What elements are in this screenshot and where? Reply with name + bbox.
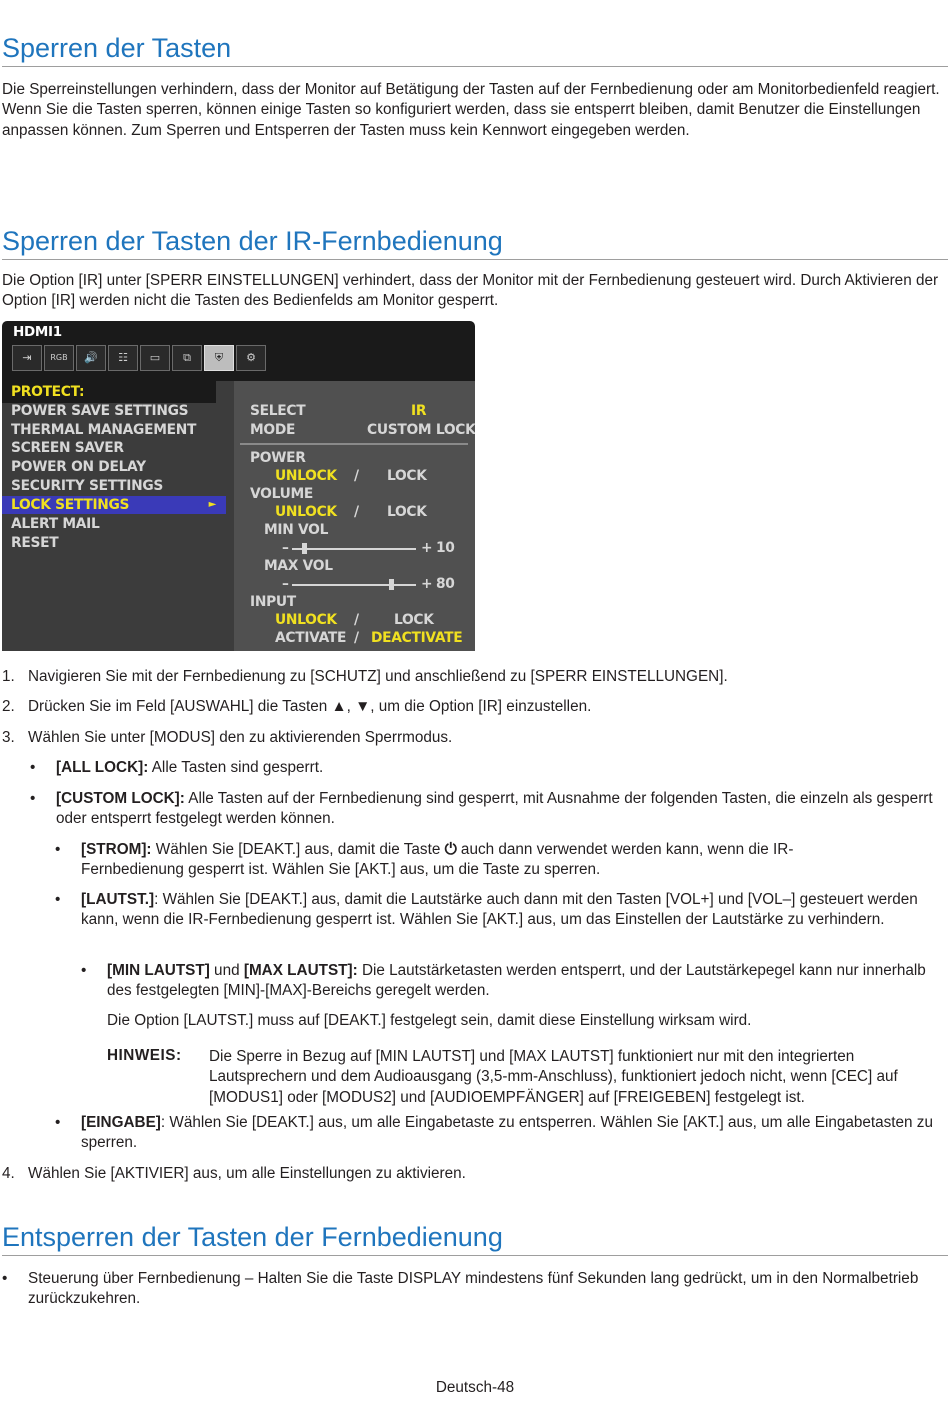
section-title-sperren: Sperren der Tasten: [2, 32, 948, 67]
strom-text-a: Wählen Sie [DEAKT.] aus, damit die Taste: [151, 841, 445, 858]
step-4: [2, 1164, 942, 1184]
all-lock-text: Alle Tasten sind gesperrt.: [148, 759, 324, 776]
osd-menu-item: SECURITY SETTINGS: [11, 478, 163, 494]
osd-power-unlock: UNLOCK: [275, 468, 337, 484]
strom-label: [STROM]:: [81, 841, 152, 858]
lautst-label: [LAUTST.]: [81, 891, 155, 908]
rgb-icon: RGB: [44, 345, 74, 371]
eingabe-label: [EINGABE]: [81, 1114, 161, 1131]
bullet-dot: •: [55, 841, 61, 858]
osd-select-label: SELECT: [250, 403, 306, 419]
osd-icon-bar: [12, 345, 266, 371]
step-text: Navigieren Sie mit der Fernbedienung zu [SCHUTZ] und anschließend zu [SPERR EINSTELLUNGEN].: [28, 668, 728, 685]
strom-text-b: auch dann verwendet werden kann, wenn die IR-Fernbedienung gesperrt ist. Wählen Sie [AKT.] aus, um die Taste zu sperren.: [81, 841, 794, 879]
bullet-dot: •: [2, 1270, 8, 1287]
osd-deactivate: DEACTIVATE: [371, 630, 463, 646]
bullet-strom: [55, 840, 870, 881]
step-number: 2.: [2, 698, 15, 715]
bullet-custom-lock: [30, 789, 948, 830]
osd-menu-item: POWER SAVE SETTINGS: [11, 403, 189, 419]
section-title-ir: Sperren der Tasten der IR-Fernbedienung: [2, 225, 948, 260]
osd-menu-item: POWER ON DELAY: [11, 459, 146, 475]
osd-menu-item: ALERT MAIL: [11, 516, 100, 532]
osd-maxvol-minus: –: [282, 576, 289, 592]
osd-maxvol-value: 80: [436, 576, 455, 592]
bullet-dot: •: [81, 962, 87, 979]
eingabe-text: : Wählen Sie [DEAKT.] aus, um alle Eingabetaste zu entsperren. Wählen Sie [AKT.] aus, um alle Eingabetasten zu sperren.: [81, 1114, 933, 1152]
step-3: [2, 728, 942, 748]
protect-icon: ⛨: [204, 345, 234, 371]
osd-select-value: IR: [411, 403, 427, 419]
ir-intro-text: Die Option [IR] unter [SPERR EINSTELLUNGEN] verhindert, dass der Monitor mit der Fernbedienung gesteuert wird. Durch Aktivieren der Option [IR] werden nicht die Tasten des Bedienfelds am Monitor gesperrt.: [2, 272, 939, 310]
section-intro-text: Die Sperreinstellungen verhindern, dass der Monitor auf Betätigung der Tasten auf der Fernbedienung oder am Monitorbedienfeld reagiert. Wenn Sie die Tasten sperren, können einige Tasten so konfiguriert werden, dass sie entsperrt bleiben, damit Benutzer die Einstellungen anpassen können. Zum Sperren und Entsperren der Tasten muss kein Kennwort eingegeben werden.: [2, 81, 940, 139]
und-text: und: [209, 962, 244, 979]
custom-lock-text: Alle Tasten auf der Fernbedienung sind gesperrt, mit Ausnahme der folgenden Tasten, die einzeln als gesperrt oder entsperrt festgelegt werden können.: [56, 790, 933, 828]
osd-power-slash: /: [354, 468, 359, 484]
step-1: [2, 667, 942, 687]
osd-menu-item: THERMAL MANAGEMENT: [11, 422, 197, 438]
osd-volume-slash: /: [354, 504, 359, 520]
osd-divider: [240, 443, 468, 445]
page-footer: Deutsch-48: [435, 1379, 515, 1396]
unlock-text: Steuerung über Fernbedienung – Halten Sie die Taste DISPLAY mindestens fünf Sekunden lang gedrückt, um in den Normalbetrieb zurückzukehren.: [28, 1270, 919, 1308]
bullet-min-max: [81, 961, 943, 1002]
bullet-dot: •: [55, 891, 61, 908]
lautst-note: Die Option [LAUTST.] muss auf [DEAKT.] festgelegt sein, damit diese Einstellung wirksam wird.: [107, 1012, 752, 1029]
bullet-dot: •: [55, 1114, 61, 1131]
osd-mode-value: CUSTOM LOCK: [367, 422, 475, 438]
osd-menu-list: [2, 381, 234, 651]
osd-menu-item: RESET: [11, 535, 59, 551]
osd-menu-item: SCREEN SAVER: [11, 440, 124, 456]
osd-source-label: HDMI1: [13, 324, 62, 340]
submenu-arrow-icon: ►: [208, 499, 216, 510]
custom-lock-label: [CUSTOM LOCK]:: [56, 790, 185, 807]
min-max-text: Die Lautstärketasten werden entsperrt, und der Lautstärkepegel kann nur innerhalb des festgelegten [MIN]-[MAX]-Bereichs geregelt werden.: [107, 962, 926, 1000]
section-title-entsperren: Entsperren der Tasten der Fernbedienung: [2, 1221, 948, 1256]
osd-power-label: POWER: [250, 450, 306, 466]
osd-lock-settings-panel: [234, 381, 475, 651]
osd-input-label: INPUT: [250, 594, 296, 610]
step-text: Wählen Sie unter [MODUS] den zu aktivierenden Sperrmodus.: [28, 729, 453, 746]
audio-icon: 🔊: [76, 345, 106, 371]
osd-menu-item-selected: [2, 496, 226, 514]
osd-activate: ACTIVATE: [275, 630, 347, 646]
lautst-text: : Wählen Sie [DEAKT.] aus, damit die Lautstärke auch dann mit den Tasten [VOL+] und [VOL–] gesteuert werden kann, wenn die IR-Fernbedienung gesperrt ist. Wählen Sie [AKT.] aus, um das Einstellen der Lautstärke zu verhindern.: [81, 891, 918, 929]
osd-mode-label: MODE: [250, 422, 296, 438]
step-text: Drücken Sie im Feld [AUSWAHL] die Tasten ▲, ▼, um die Option [IR] einzustellen.: [28, 698, 592, 715]
osd-maxvol-slider: [292, 584, 416, 586]
osd-volume-lock: LOCK: [387, 504, 427, 520]
osd-minvol-label: MIN VOL: [264, 522, 329, 538]
osd-minvol-minus: –: [282, 540, 289, 556]
step-2: [2, 697, 942, 717]
step-text: Wählen Sie [AKTIVIER] aus, um alle Einstellungen zu aktivieren.: [28, 1165, 466, 1182]
system-icon: ⚙: [236, 345, 266, 371]
osd-minvol-slider: [292, 548, 416, 550]
max-lautst-label: [MAX LAUTST]:: [243, 962, 358, 979]
bullet-all-lock: [30, 758, 945, 778]
osd-maxvol-plus: +: [421, 576, 433, 592]
step-number: 3.: [2, 729, 15, 746]
osd-menu-item-label: LOCK SETTINGS: [11, 497, 130, 513]
osd-menu-header: PROTECT:: [11, 384, 85, 400]
power-icon: ⏻: [444, 841, 457, 858]
osd-activate-slash: /: [354, 630, 359, 646]
bullet-lautst: [55, 890, 943, 931]
osd-minvol-knob: [302, 543, 307, 554]
osd-input-unlock: UNLOCK: [275, 612, 337, 628]
bullet-dot: •: [30, 759, 36, 776]
display-icon: ▭: [140, 345, 170, 371]
schedule-icon: ☷: [108, 345, 138, 371]
osd-volume-label: VOLUME: [250, 486, 314, 502]
step-number: 1.: [2, 668, 15, 685]
min-lautst-label: [MIN LAUTST]: [107, 962, 210, 979]
bullet-eingabe: [55, 1113, 935, 1154]
osd-minvol-plus: +: [421, 540, 433, 556]
osd-maxvol-knob: [389, 579, 394, 590]
hinweis-text: Die Sperre in Bezug auf [MIN LAUTST] und [MAX LAUTST] funktioniert nur mit den integrierten Lautsprechern und dem Audioausgang (3,5-mm-Anschluss), funktioniert jedoch nicht, wenn [CEC] auf [MODUS1] oder [MODUS2] und [AUDIOEMPFÄNGER] auf [FREIGEBEN] festgelegt ist.: [209, 1048, 898, 1106]
osd-input-lock: LOCK: [394, 612, 434, 628]
osd-maxvol-label: MAX VOL: [264, 558, 333, 574]
all-lock-label: [ALL LOCK]:: [56, 759, 149, 776]
bullet-unlock-display: [2, 1269, 942, 1310]
osd-minvol-value: 10: [436, 540, 455, 556]
osd-power-lock: LOCK: [387, 468, 427, 484]
hinweis-label: HINWEIS:: [107, 1047, 182, 1064]
osd-input-slash: /: [354, 612, 359, 628]
step-number: 4.: [2, 1165, 15, 1182]
bullet-dot: •: [30, 790, 36, 807]
osd-volume-unlock: UNLOCK: [275, 504, 337, 520]
multi-display-icon: ⧉: [172, 345, 202, 371]
osd-screenshot: [2, 321, 475, 651]
input-icon: ⇥: [12, 345, 42, 371]
